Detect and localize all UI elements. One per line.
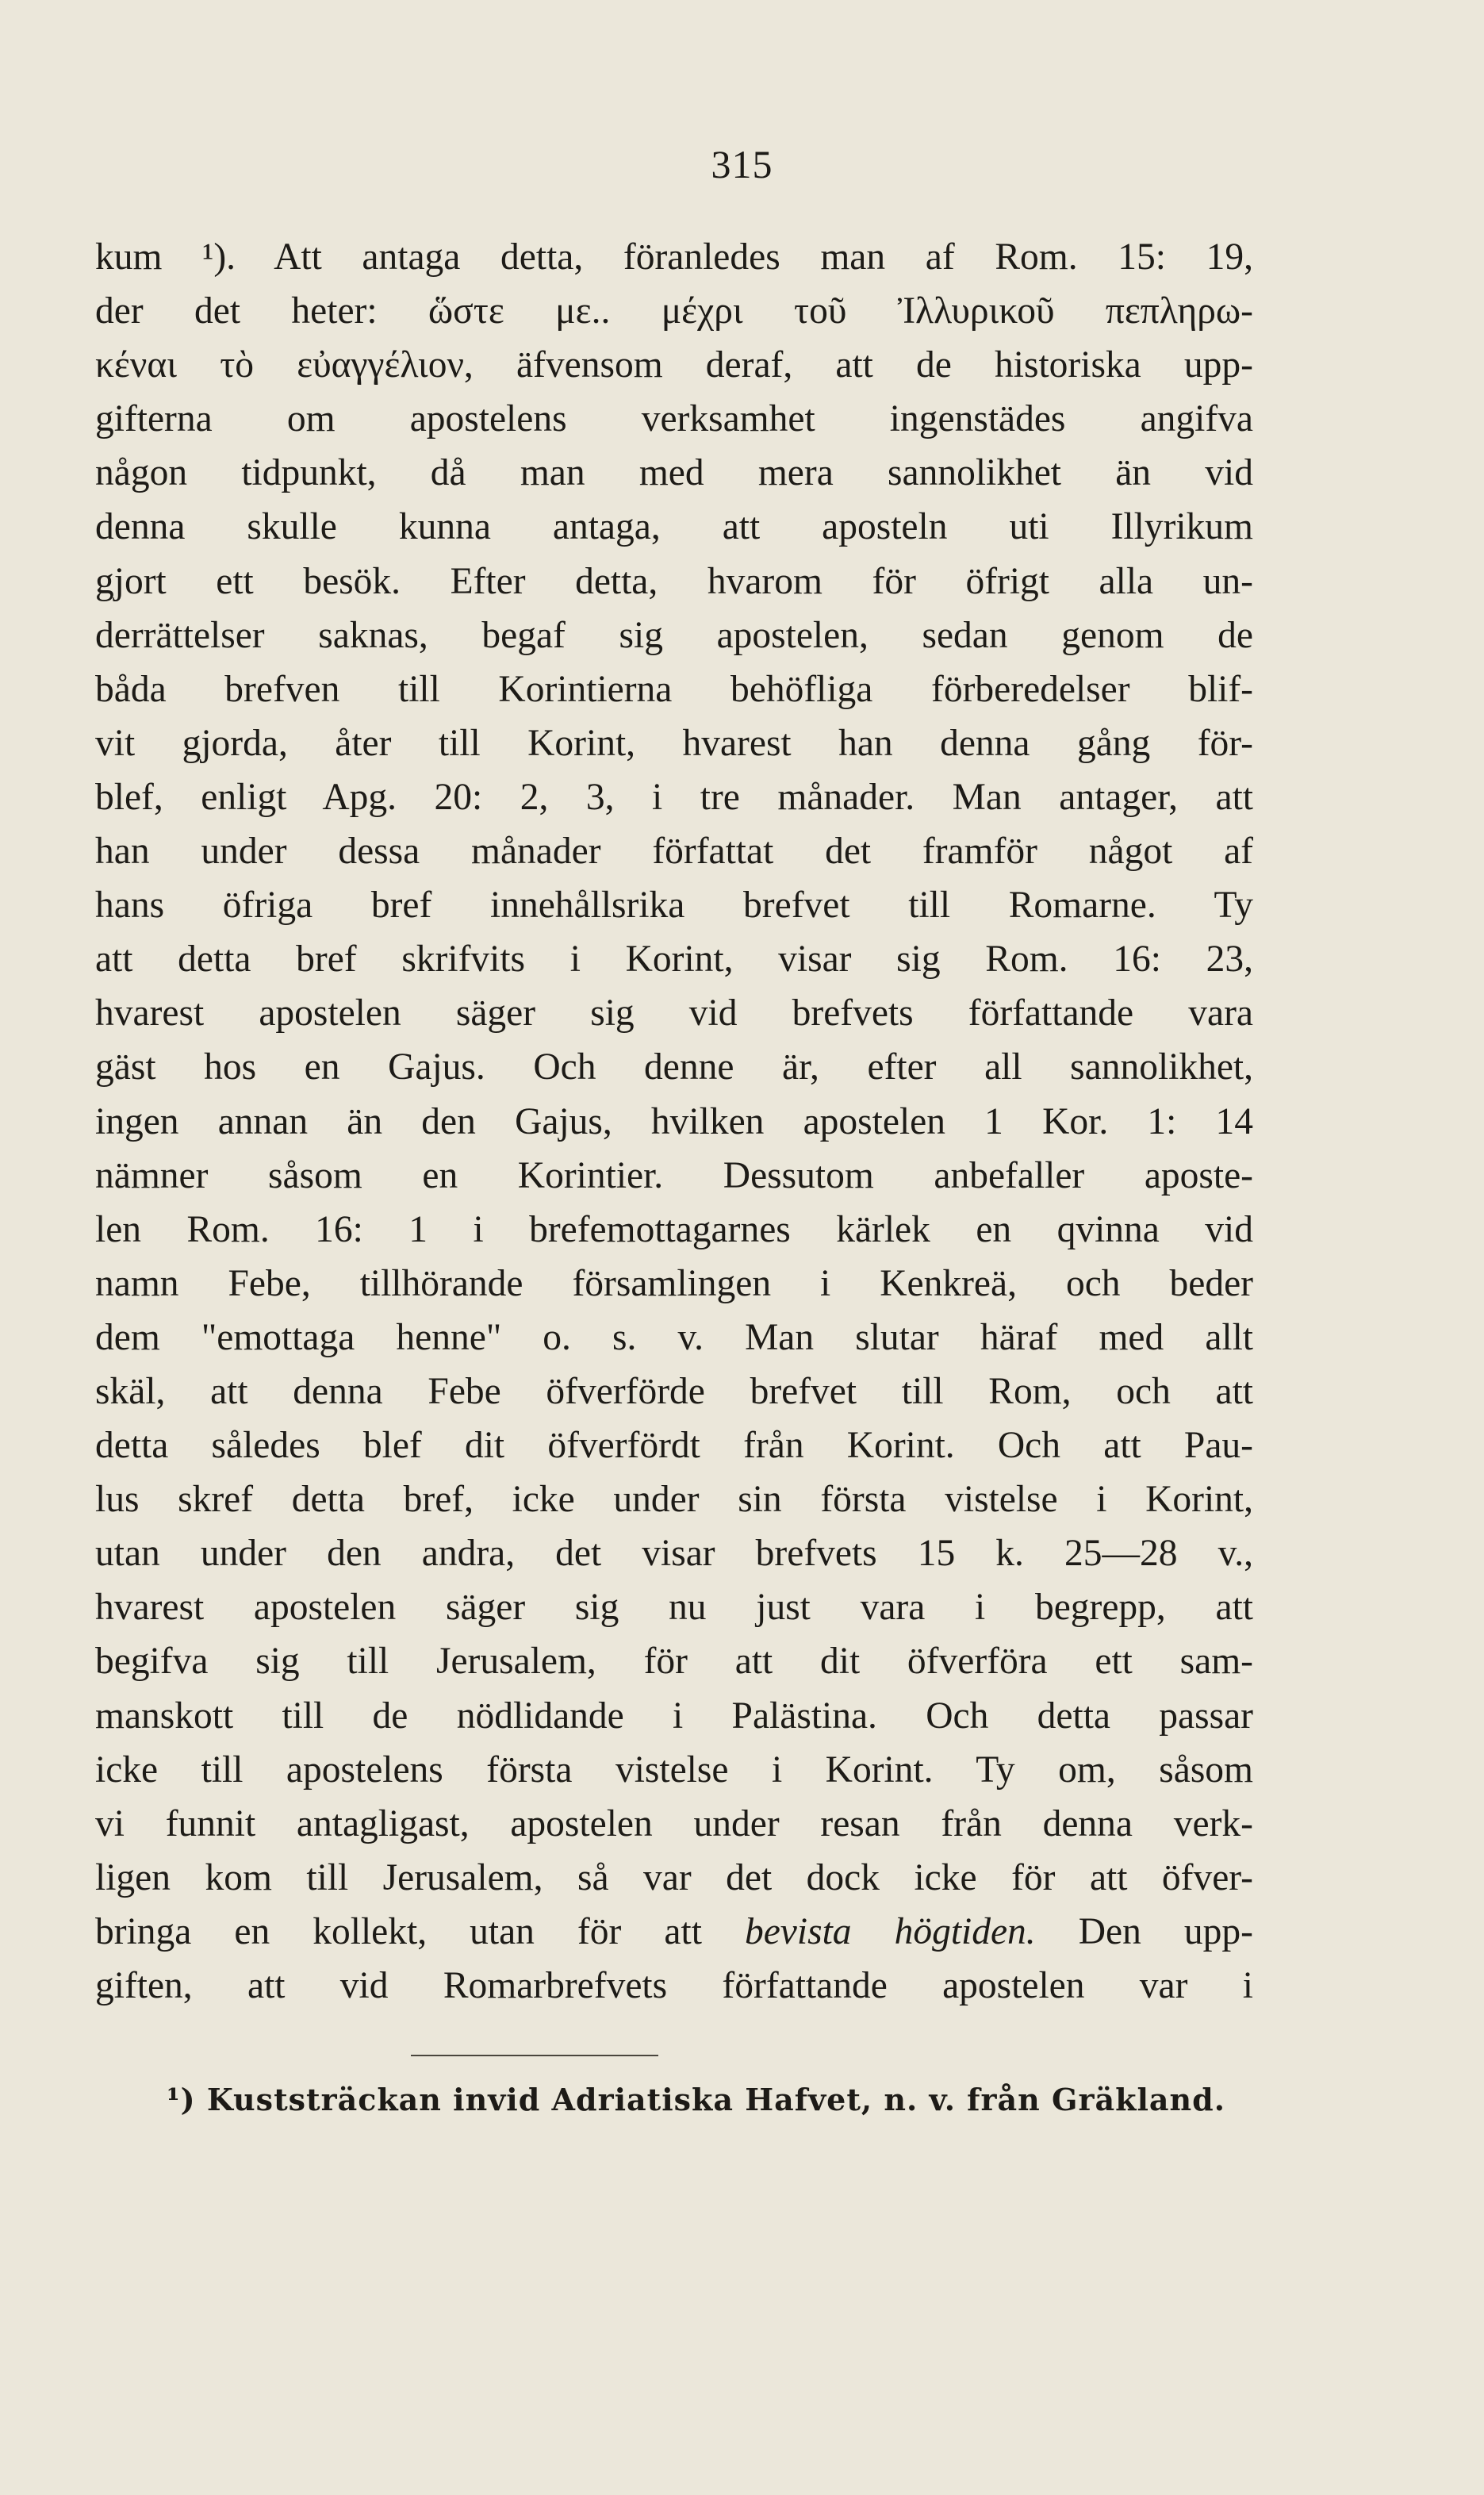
text-line-18: nämner såsom en Korintier. Dessutom anbefaller aposte- (95, 1154, 1253, 1196)
text-line-30: vi funnit antagligast, apostelen under resan från denna verk- (95, 1802, 1253, 1844)
text-line-1: kum ¹). Att antaga detta, föranledes man af Rom. 15: 19, (95, 236, 1253, 278)
text-line-25: utan under den andra, det visar brefvets 15 k. 25—28 v., (95, 1533, 1253, 1575)
text-line-31: ligen kom till Jerusalem, så var det dock icke för att öfver- (95, 1856, 1253, 1898)
text-line-22: skäl, att denna Febe öfverförde brefvet till Rom, och att (95, 1370, 1253, 1412)
line-32-text-before: bringa en kollekt, utan för att (95, 1910, 745, 1952)
page-number: 315 (711, 142, 773, 186)
text-line-12: han under dessa månader författat det framför något af (95, 831, 1253, 873)
text-line-3: κέναι τὸ εὐαγγέλιον, äfvensom deraf, att de historiska upp- (95, 344, 1253, 386)
text-line-20: namn Febe, tillhörande församlingen i Kenkreä, och beder (95, 1262, 1253, 1304)
italic-phrase: bevista högtiden. (744, 1910, 1036, 1952)
text-line-14: att detta bref skrifvits i Korint, visar sig Rom. 16: 23, (95, 939, 1253, 981)
text-line-4: gifterna om apostelens verksamhet ingenstädes angifva (95, 398, 1253, 440)
text-line-17: ingen annan än den Gajus, hvilken apostelen 1 Kor. 1: 14 (95, 1100, 1253, 1142)
text-line-19: len Rom. 16: 1 i brefemottagarnes kärlek en qvinna vid (95, 1208, 1253, 1250)
text-line-26: hvarest apostelen säger sig nu just vara i begrepp, att (95, 1587, 1253, 1629)
text-line-2: der det heter: ὥστε με.. μέχρι τοῦ Ἰλλυρικοῦ πεπληρω- (95, 290, 1253, 332)
text-line-28: manskott till de nödlidande i Palästina. Och detta passar (95, 1695, 1253, 1737)
text-line-8: derrättelser saknas, begaf sig apostelen, sedan genom de (95, 614, 1253, 656)
text-line-33: giften, att vid Romarbrefvets författande apostelen var i (95, 1965, 1253, 2006)
text-line-15: hvarest apostelen säger sig vid brefvets författande vara (95, 992, 1253, 1034)
text-line-9: båda brefven till Korintierna behöfliga förberedelser blif- (95, 668, 1253, 710)
text-line-32 (95, 1905, 1253, 1959)
text-line-11: blef, enligt Apg. 20: 2, 3, i tre månader. Man antager, att (95, 776, 1253, 818)
text-line-5: någon tidpunkt, då man med mera sannolikhet än vid (95, 452, 1253, 494)
text-line-23: detta således blef dit öfverfördt från Korint. Och att Pau- (95, 1425, 1253, 1467)
text-line-16: gäst hos en Gajus. Och denne är, efter all sannolikhet, (95, 1046, 1253, 1088)
text-line-13: hans öfriga bref innehållsrika brefvet till Romarne. Ty (95, 885, 1253, 927)
text-line-6: denna skulle kunna antaga, att aposteln uti Illyrikum (95, 506, 1253, 548)
footnote: ¹) Kuststräckan invid Adriatiska Hafvet, n. v. från Gräkland. (167, 2082, 1225, 2117)
text-line-24: lus skref detta bref, icke under sin första vistelse i Korint, (95, 1479, 1253, 1521)
text-line-10: vit gjorda, åter till Korint, hvarest han denna gång för- (95, 722, 1253, 764)
text-line-27: begifva sig till Jerusalem, för att dit öfverföra ett sam- (95, 1641, 1253, 1683)
footnote-rule (411, 2055, 658, 2056)
body-text (95, 230, 1253, 2013)
line-32-text-after: Den upp- (1035, 1910, 1253, 1952)
text-line-29: icke till apostelens första vistelse i Korint. Ty om, såsom (95, 1748, 1253, 1791)
text-line-21: dem "emottaga henne" o. s. v. Man slutar häraf med allt (95, 1316, 1253, 1358)
text-line-7: gjort ett besök. Efter detta, hvarom för öfrigt alla un- (95, 560, 1253, 602)
